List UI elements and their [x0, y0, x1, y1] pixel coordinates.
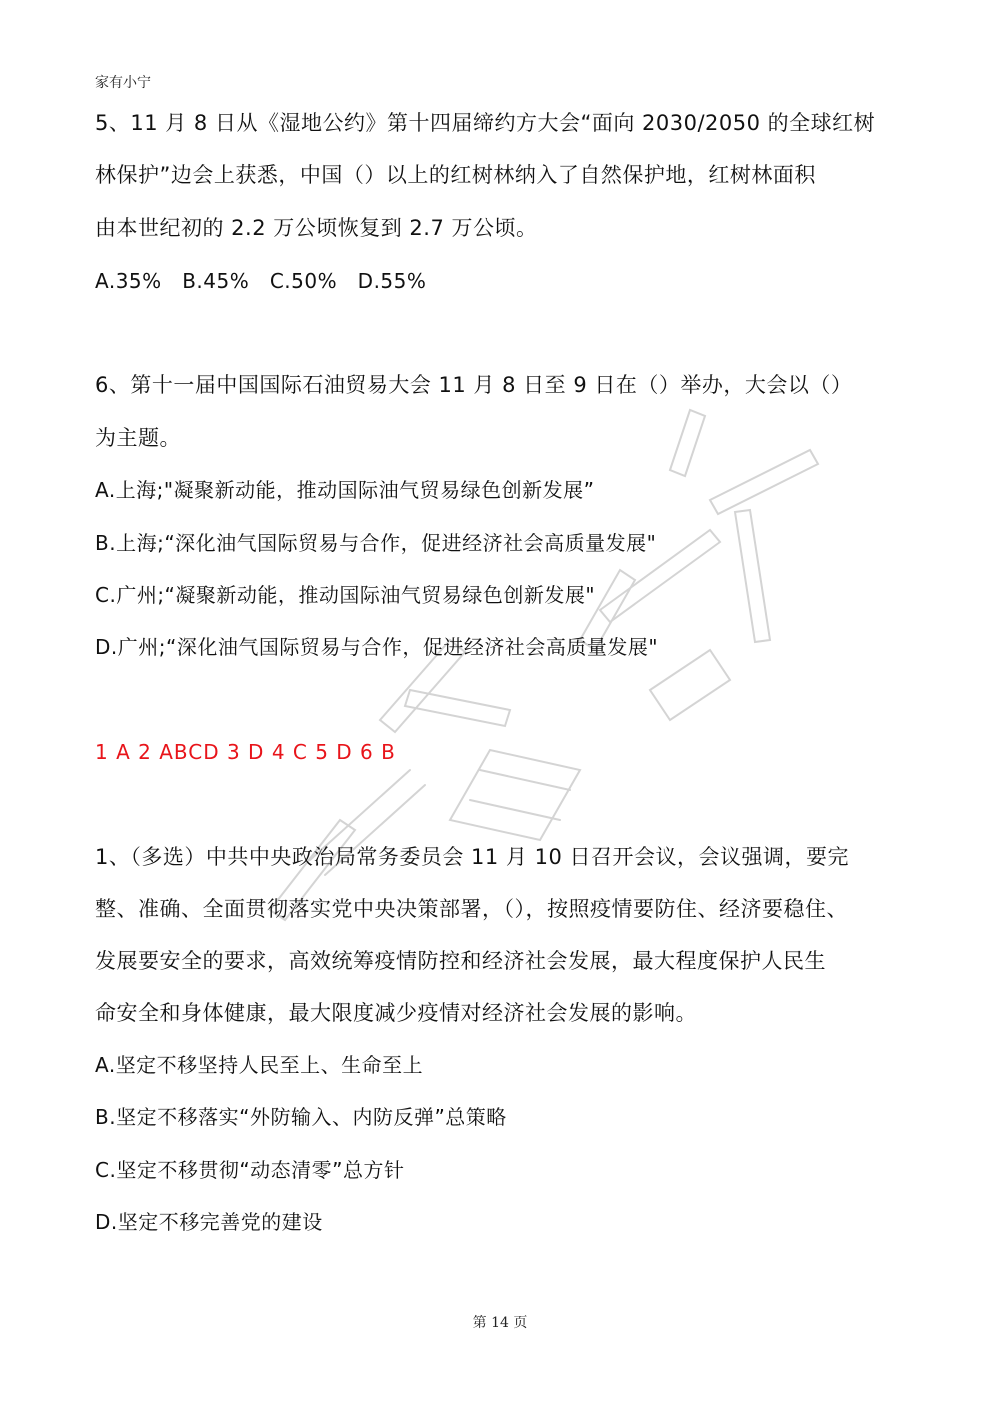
page-number: 第 14 页	[472, 1315, 528, 1331]
q5-line-1: 5、11 月 8 日从《湿地公约》第十四届缔约方大会“面向 2030/2050 的全球红树	[95, 111, 876, 135]
q6-option-d: D.广州;“深化油气国际贸易与合作，促进经济社会高质量发展"	[95, 635, 659, 659]
q1-option-d: D.坚定不移完善党的建设	[95, 1210, 323, 1234]
q1-line-4: 命安全和身体健康，最大限度减少疫情对经济社会发展的影响。	[95, 1001, 697, 1025]
q6-line-1: 6、第十一届中国国际石油贸易大会 11 月 8 日至 9 日在（）举办，大会以（）	[95, 373, 853, 397]
q5-line-3: 由本世纪初的 2.2 万公顷恢复到 2.7 万公顷。	[95, 216, 538, 240]
q1-option-b: B.坚定不移落实“外防输入、内防反弹”总策略	[95, 1105, 507, 1129]
q6-option-c: C.广州;“凝聚新动能，推动国际油气贸易绿色创新发展"	[95, 583, 596, 607]
q5-options: A.35% B.45% C.50% D.55%	[95, 269, 427, 293]
q6-line-2: 为主题。	[95, 426, 181, 450]
answer-key: 1 A 2 ABCD 3 D 4 C 5 D 6 B	[95, 740, 396, 764]
q1-option-a: A.坚定不移坚持人民至上、生命至上	[95, 1053, 424, 1077]
page-header: 家有小宁	[95, 75, 151, 91]
q1-line-3: 发展要安全的要求，高效统筹疫情防控和经济社会发展，最大程度保护人民生	[95, 949, 826, 973]
q6-option-b: B.上海;“深化油气国际贸易与合作，促进经济社会高质量发展"	[95, 531, 657, 555]
q1-line-2: 整、准确、全面贯彻落实党中央决策部署，（），按照疫情要防住、经济要稳住、	[95, 897, 848, 921]
q1-line-1: 1、（多选）中共中央政治局常务委员会 11 月 10 日召开会议，会议强调，要完	[95, 845, 850, 869]
q1-option-c: C.坚定不移贯彻“动态清零”总方针	[95, 1158, 405, 1182]
q5-line-2: 林保护”边会上获悉，中国（）以上的红树林纳入了自然保护地，红树林面积	[95, 163, 816, 187]
q6-option-a: A.上海;"凝聚新动能，推动国际油气贸易绿色创新发展”	[95, 478, 595, 502]
